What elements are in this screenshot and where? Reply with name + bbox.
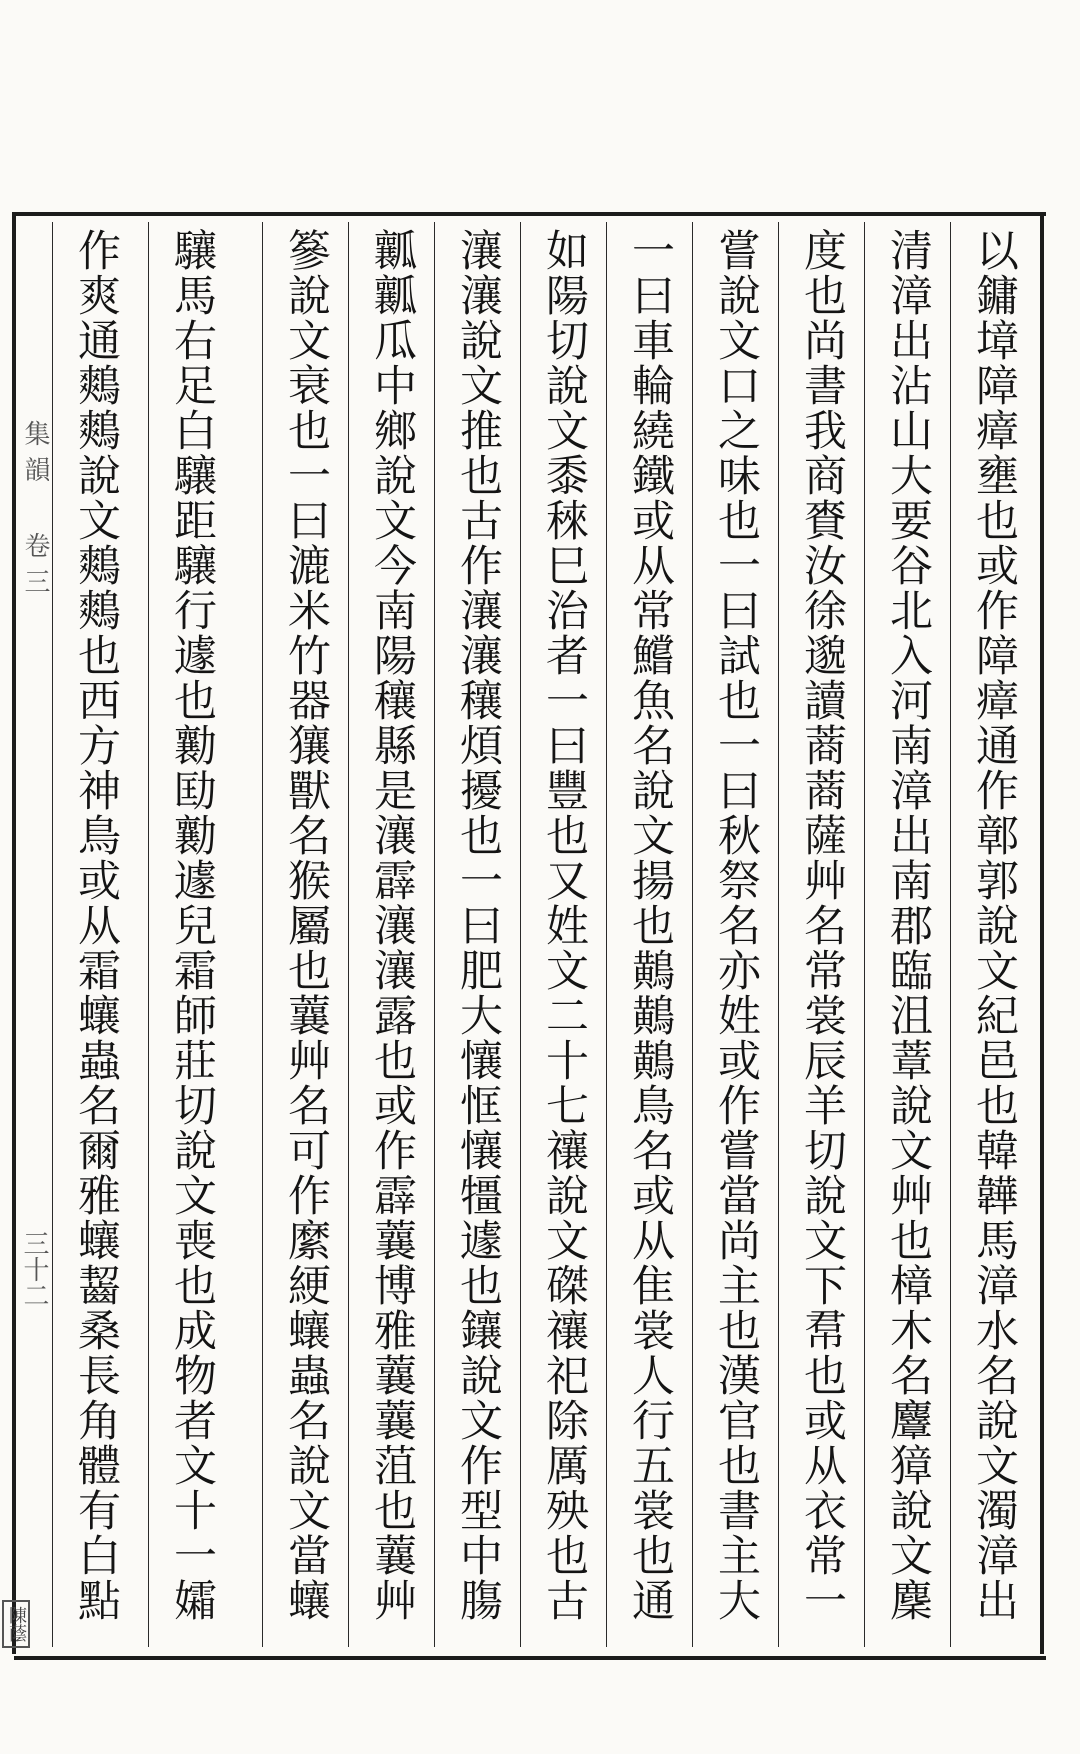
text-column-5: 一曰車輪繞鐵或从常鱨魚名說文揚也鷬鷬鷬鳥名或从隹裳人行五裳也通 bbox=[606, 222, 692, 1647]
frame-right-border bbox=[1040, 212, 1044, 1654]
text-column-4: 嘗說文口之味也一曰試也一曰秋祭名亦姓或作嘗當尚主也漢官也書主大 bbox=[692, 222, 778, 1647]
text-column-11: 作爽通鷞鷞說文鷞鷞也西方神鳥或从霜蠰蟲名爾雅蠰齧桑長角體有白點 bbox=[52, 222, 138, 1647]
text-column-3: 度也尚書我商賚汝徐邈讀蔏蔏薩艸名常裳辰羊切說文下帬也或从衣常一 bbox=[778, 222, 864, 1647]
text-column-6: 如陽切說文黍䅘巳治者一曰豐也又姓文二十七禳說文磔禳祀除厲殃也古 bbox=[520, 222, 606, 1647]
text-column-1: 以鏞墇障瘴壅也或作障瘴通作鄣郭說文紀邑也韓韡馬漳水名說文濁漳出 bbox=[950, 222, 1036, 1647]
collector-seal: 陳蔭 bbox=[2, 1600, 30, 1648]
frame-left-border bbox=[12, 212, 16, 1654]
text-column-10: 驤馬右足白驤距驤行遽也勷劻勷遽兒霜師莊切說文喪也成物者文十一孀 bbox=[148, 222, 234, 1647]
text-column-8: 瓤瓤瓜中鄉說文今南陽穰縣是瀼霹瀼瀼露也或作霹蘘博雅蘘蘘菹也蘘艸 bbox=[348, 222, 434, 1647]
text-column-7: 瀼瀼說文推也古作瀼瀼穰煩擾也一曰肥大懹恇懹㹔遽也鑲說文作型中膓 bbox=[434, 222, 520, 1647]
text-column-2: 清漳出沾山大要谷北入河南漳出南郡臨沮蔁說文艸也樟木名麞獐說文麇 bbox=[864, 222, 950, 1647]
margin-heading: 集韻 卷三 bbox=[20, 420, 50, 604]
page-number: 三十二 bbox=[19, 1230, 49, 1308]
text-column-9: 篸說文衰也一曰漉米竹器獽獸名猴屬也蘘艸名可作縻綆蠰蟲名說文當蠰 bbox=[262, 222, 348, 1647]
